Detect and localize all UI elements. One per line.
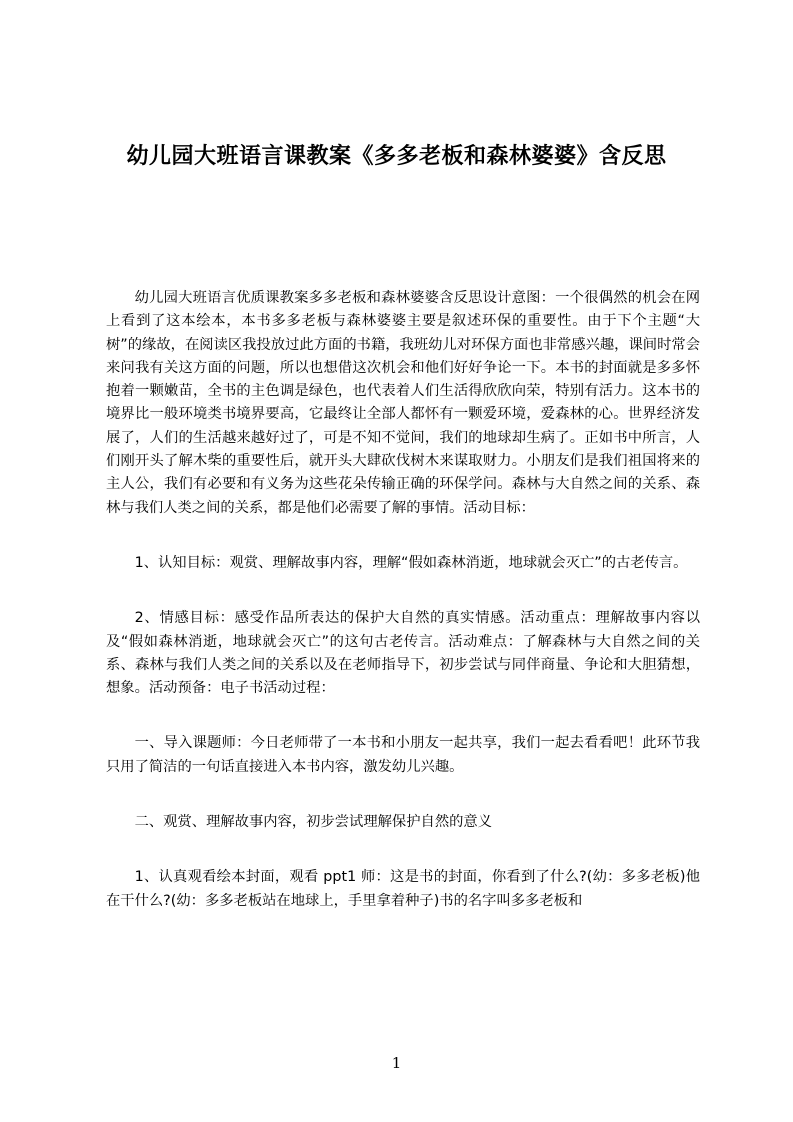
page-number: 1 xyxy=(391,1054,402,1072)
paragraph-cognitive-goal: 1、认知目标：观赏、理解故事内容，理解“假如森林消逝，地球就会灭亡”的古老传言。 xyxy=(134,554,688,571)
paragraph-design-intent: 幼儿园大班语言优质课教案多多老板和森林婆婆含反思设计意图：一个很偶然的机会在网上看到了这本绘本，本书多多老板与森林婆婆主要是叙述环保的重要性。由于下个主题“大树”的缘故，在阅读区我投放过此方面的书籍，我班幼儿对环保方面也非常感兴趣，课间时常会来问我有关这方面的问题，所以也想借这次机会和他们好好争论一下。本书的封面就是多多怀抱着一颗嫩苗，全书的主色调是绿色，也代表着人们生活得欣欣向荣，特别有活力。这本书的境界比一般环境类书境界要高，它最终让全部人都怀有一颗爱环境，爱森林的心。世界经济发展了，人们的生活越来越好过了，可是不知不觉间，我们的地球却生病了。正如书中所言，人们刚开头了解木柴的重要性后，就开头大肆砍伐树木来谋取财力。小朋友们是我们祖国将来的主人公，我们有必要和有义务为这些花朵传输正确的环保学问。森林与大自然之间的关系、森林与我们人类之间的关系，都是他们必需要了解的事情。活动目标： xyxy=(106,290,700,516)
paragraph-emotional-goal: 2、情感目标：感受作品所表达的保护大自然的真实情感。活动重点：理解故事内容以及“假如森林消逝，地球就会灭亡”的这句古老传言。活动难点：了解森林与大自然之间的关系、森林与我们人类之间的关系以及在老师指导下，初步尝试与同伴商量、争论和大胆猜想，想象。活动预备：电子书活动过程： xyxy=(106,610,700,697)
paragraph-cover-observation: 1、认真观看绘本封面，观看 ppt1 师：这是书的封面，你看到了什么?(幼：多多老板)他在干什么?(幼：多多老板站在地球上，手里拿着种子)书的名字叫多多老板和 xyxy=(106,869,700,909)
document-title: 幼儿园大班语言课教案《多多老板和森林婆婆》含反思 xyxy=(126,144,667,169)
paragraph-section-two-heading: 二、观赏、理解故事内容，初步尝试理解保护自然的意义 xyxy=(134,814,493,831)
document-body xyxy=(106,287,700,913)
paragraph-introduction: 一、导入课题师：今日老师带了一本书和小朋友一起共享，我们一起去看看吧！此环节我只用了简洁的一句话直接进入本书内容，激发幼儿兴趣。 xyxy=(106,735,700,775)
